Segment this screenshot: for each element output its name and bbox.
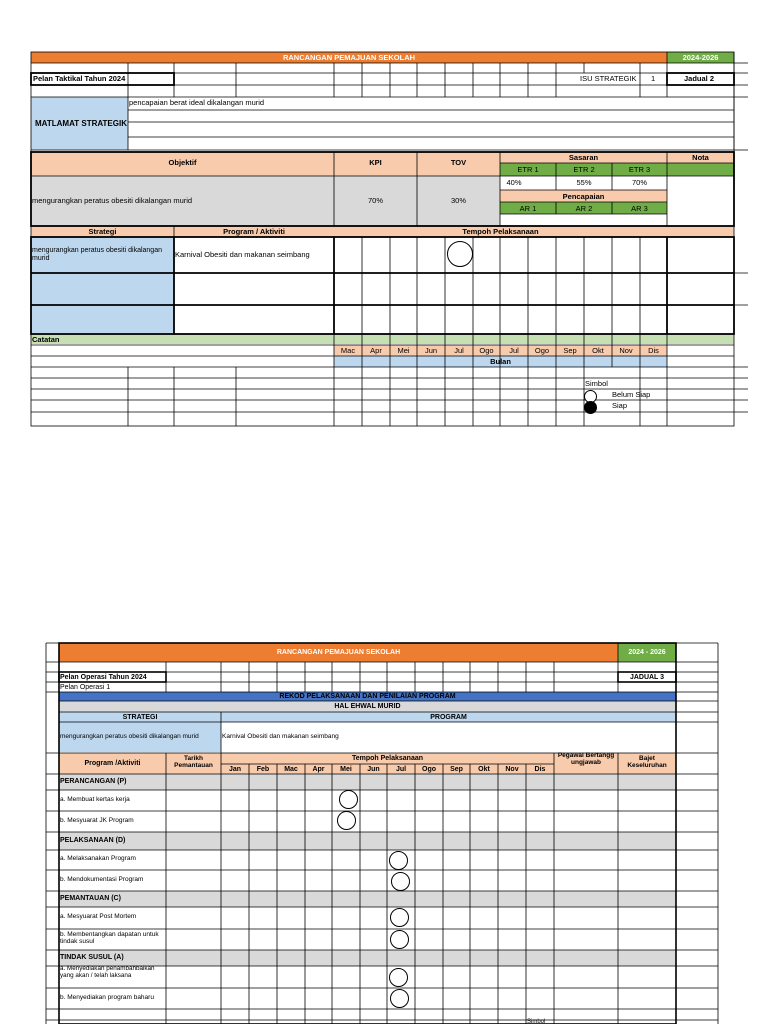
tov-header: TOV	[450, 158, 467, 167]
activity-item: a. Mesyuarat Post Mortem	[60, 913, 137, 920]
sheet2-title: RANCANGAN PEMAJUAN SEKOLAH	[276, 649, 401, 656]
etr-1: ETR 1	[517, 165, 539, 174]
activity-item: a. Menyediakan penambahbaikan yang akan / telah laksana	[60, 965, 155, 979]
note-header: Nota	[692, 153, 709, 162]
status-circle-icon	[389, 968, 408, 987]
month-cell: Ogo	[479, 346, 494, 355]
month-cell: Jun	[424, 346, 438, 355]
not-ready-label: Belum Siap	[612, 390, 651, 399]
month-cell: Jul	[454, 346, 464, 355]
col-program: Program /Aktiviti	[84, 760, 141, 767]
month-cell-2: Jan	[228, 766, 242, 773]
ar-3: AR 3	[631, 204, 648, 213]
strategy-text-2: mengurangkan peratus obesiti dikalangan murid	[60, 733, 199, 740]
month-cell-2: Ogo	[422, 766, 436, 773]
strategy-header-2: STRATEGI	[122, 714, 158, 721]
etr-value-1: 40%	[506, 178, 522, 187]
target-header: Sasaran	[568, 153, 599, 162]
section-title: PEMANTAUAN (C)	[60, 895, 121, 902]
sheet1-title: RANCANGAN PEMAJUAN SEKOLAH	[282, 53, 416, 62]
status-circle-icon	[390, 930, 409, 949]
record-title: REKOD PELAKSANAAN DAN PENILAIAN PROGRAM	[279, 693, 456, 700]
achievement-header: Pencapaian	[562, 192, 605, 201]
ar-1: AR 1	[519, 204, 537, 213]
program-header: Program / Aktiviti	[223, 227, 285, 236]
section-title: TINDAK SUSUL (A)	[60, 954, 124, 961]
month-cell-2: Jul	[395, 766, 407, 773]
etr-value-3: 70%	[631, 178, 647, 187]
month-cell-2: Nov	[505, 766, 519, 773]
strategy-text: mengurangkan peratus obesiti dikalangan murid	[32, 247, 162, 263]
objective-text: mengurangkan peratus obesiti dikalangan murid	[32, 196, 193, 205]
schedule-label: Jadual 2	[684, 74, 715, 83]
col-officer: Pegawai Bertanggungjawab	[557, 752, 615, 767]
program-header-2: PROGRAM	[430, 714, 467, 721]
month-cell: Ogo	[534, 346, 550, 355]
symbol-label: Simbol	[585, 379, 608, 388]
sheet2-year: 2024 - 2026	[628, 649, 666, 656]
status-circle-icon	[389, 851, 408, 870]
month-cell-2: Dis	[534, 766, 546, 773]
status-circle-icon	[337, 811, 356, 830]
status-circle-icon	[339, 790, 358, 809]
sheet2-schedule: JADUAL 3	[629, 674, 665, 681]
month-label: Bulan	[490, 357, 511, 366]
issue-number: 1	[651, 74, 656, 83]
month-cell-2: Okt	[478, 766, 490, 773]
sheet2-plan-sub: Pelan Operasi 1	[60, 684, 111, 691]
etr-value-2: 55%	[576, 178, 592, 187]
ar-2: AR 2	[575, 204, 593, 213]
status-circle-icon	[390, 908, 409, 927]
goal-label: MATLAMAT STRATEGIK	[35, 119, 127, 128]
status-circle-icon	[391, 872, 410, 891]
month-cell: Okt	[592, 346, 604, 355]
month-cell-2: Sep	[450, 766, 463, 773]
activity-item: b. Mesyuarat JK Program	[60, 817, 134, 824]
section-title: PELAKSANAAN (D)	[60, 837, 126, 844]
col-budget: Bajet Keseluruhan	[627, 755, 667, 770]
month-cell: Dis	[648, 346, 659, 355]
duration-header: Tempoh Pelaksanaan	[462, 227, 539, 236]
month-cell: Mei	[397, 346, 410, 355]
tov-value: 30%	[450, 196, 466, 205]
month-cell: Nov	[619, 346, 633, 355]
activity-item: b. Membentangkan dapatan untuk tindak susul	[60, 931, 159, 946]
month-cell: Mac	[340, 346, 356, 355]
section-title: PERANCANGAN (P)	[60, 778, 127, 785]
col-date: Tarikh Pemantauan	[174, 755, 213, 770]
strategy-header: Strategi	[88, 227, 117, 236]
notes-label: Catatan	[32, 335, 60, 344]
goal-text: pencapaian berat ideal dikalangan murid	[129, 98, 265, 107]
etr-3: ETR 3	[628, 165, 651, 174]
issue-label: ISU STRATEGIK	[580, 74, 637, 83]
kpi-header: KPI	[369, 158, 382, 167]
etr-2: ETR 2	[573, 165, 595, 174]
ready-label: Siap	[612, 401, 628, 410]
month-cell-2: Apr	[312, 766, 325, 773]
status-circle-icon	[390, 989, 409, 1008]
month-cell-2: Mac	[284, 766, 298, 773]
program-text: Karnival Obesiti dan makanan seimbang	[175, 250, 310, 259]
month-cell-2: Mei	[340, 766, 352, 773]
month-cell: Jul	[509, 346, 519, 355]
kpi-value: 70%	[367, 196, 383, 205]
sheet1-year: 2024-2026	[682, 53, 719, 62]
activity-item: a. Melaksanakan Program	[60, 855, 136, 862]
month-cell-2: Feb	[256, 766, 270, 773]
month-cell: Sep	[563, 346, 577, 355]
sub-title: HAL EHWAL MURID	[334, 703, 401, 710]
activity-item: a. Membuat kertas kerja	[60, 796, 130, 803]
sheet1-plan: Pelan Taktikal Tahun 2024	[33, 74, 126, 83]
activity-item: b. Menyediakan program baharu	[60, 994, 154, 1001]
symbol-label-2: Simbol	[527, 1019, 546, 1025]
program-text-2: Karnival Obesiti dan makanan seimbang	[222, 733, 339, 740]
col-duration: Tempoh Pelaksanaan	[351, 755, 424, 762]
month-cell-2: Jun	[367, 766, 380, 773]
objective-header: Objektif	[168, 158, 197, 167]
sheet2-plan: Pelan Operasi Tahun 2024	[60, 674, 147, 681]
month-cell: Apr	[370, 346, 382, 355]
activity-item: b. Mendokumentasi Program	[60, 876, 144, 883]
